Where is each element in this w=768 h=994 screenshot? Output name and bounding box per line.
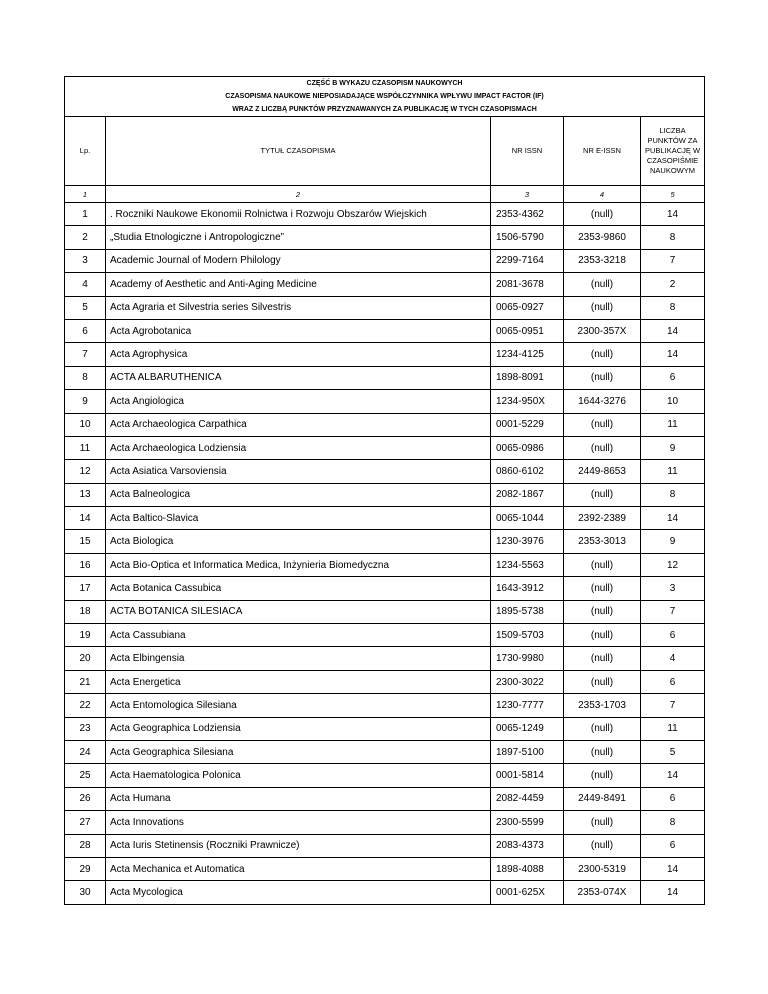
journal-title: „Studia Etnologiczne i Antropologiczne” bbox=[106, 226, 491, 249]
row-number: 21 bbox=[65, 670, 106, 693]
column-number-row bbox=[65, 186, 705, 203]
row-number: 14 bbox=[65, 507, 106, 530]
points-cell: 8 bbox=[641, 483, 705, 506]
table-row bbox=[65, 436, 705, 459]
issn-cell: 0001-5814 bbox=[491, 764, 564, 787]
journal-list-sheet bbox=[64, 76, 704, 905]
journal-title: Acta Agrophysica bbox=[106, 343, 491, 366]
journal-title: Acta Innovations bbox=[106, 811, 491, 834]
eissn-cell: (null) bbox=[564, 296, 641, 319]
points-cell: 12 bbox=[641, 553, 705, 576]
journal-title: Academy of Aesthetic and Anti-Aging Medicine bbox=[106, 273, 491, 296]
row-number: 3 bbox=[65, 249, 106, 272]
row-number: 25 bbox=[65, 764, 106, 787]
row-number: 8 bbox=[65, 366, 106, 389]
journal-title: Acta Cassubiana bbox=[106, 624, 491, 647]
points-cell: 2 bbox=[641, 273, 705, 296]
points-cell: 14 bbox=[641, 857, 705, 880]
table-row bbox=[65, 249, 705, 272]
journal-title: Acta Geographica Silesiana bbox=[106, 740, 491, 763]
eissn-cell: 2353-074X bbox=[564, 881, 641, 904]
issn-cell: 0065-0986 bbox=[491, 436, 564, 459]
issn-cell: 0065-1249 bbox=[491, 717, 564, 740]
eissn-cell: (null) bbox=[564, 717, 641, 740]
eissn-cell: 1644-3276 bbox=[564, 390, 641, 413]
table-row bbox=[65, 507, 705, 530]
table-row bbox=[65, 787, 705, 810]
row-number: 15 bbox=[65, 530, 106, 553]
journal-title: Acta Archaeologica Carpathica bbox=[106, 413, 491, 436]
issn-cell: 1643-3912 bbox=[491, 577, 564, 600]
eissn-cell: 2353-3013 bbox=[564, 530, 641, 553]
issn-cell: 0001-625X bbox=[491, 881, 564, 904]
table-row bbox=[65, 834, 705, 857]
issn-cell: 1898-4088 bbox=[491, 857, 564, 880]
table-row bbox=[65, 764, 705, 787]
row-number: 28 bbox=[65, 834, 106, 857]
journal-title: ACTA BOTANICA SILESIACA bbox=[106, 600, 491, 623]
journal-title: Acta Geographica Lodziensia bbox=[106, 717, 491, 740]
row-number: 13 bbox=[65, 483, 106, 506]
column-header-eissn: NR E-ISSN bbox=[564, 117, 641, 186]
points-cell: 3 bbox=[641, 577, 705, 600]
journal-title: Acta Angiologica bbox=[106, 390, 491, 413]
issn-cell: 2353-4362 bbox=[491, 203, 564, 226]
table-row bbox=[65, 600, 705, 623]
journal-title: . Roczniki Naukowe Ekonomii Rolnictwa i Rozwoju Obszarów Wiejskich bbox=[106, 203, 491, 226]
row-number: 2 bbox=[65, 226, 106, 249]
row-number: 29 bbox=[65, 857, 106, 880]
eissn-cell: (null) bbox=[564, 577, 641, 600]
column-number: 1 bbox=[65, 186, 106, 203]
journal-title: Acta Entomologica Silesiana bbox=[106, 694, 491, 717]
eissn-cell: (null) bbox=[564, 436, 641, 459]
journal-title: Acta Haematologica Polonica bbox=[106, 764, 491, 787]
points-cell: 6 bbox=[641, 366, 705, 389]
row-number: 16 bbox=[65, 553, 106, 576]
table-row bbox=[65, 670, 705, 693]
eissn-cell: 2449-8491 bbox=[564, 787, 641, 810]
issn-cell: 1898-8091 bbox=[491, 366, 564, 389]
eissn-cell: (null) bbox=[564, 834, 641, 857]
points-cell: 14 bbox=[641, 507, 705, 530]
issn-cell: 2082-4459 bbox=[491, 787, 564, 810]
points-cell: 10 bbox=[641, 390, 705, 413]
issn-cell: 2082-1867 bbox=[491, 483, 564, 506]
eissn-cell: (null) bbox=[564, 624, 641, 647]
points-cell: 8 bbox=[641, 811, 705, 834]
table-row bbox=[65, 553, 705, 576]
row-number: 12 bbox=[65, 460, 106, 483]
journal-title: Acta Archaeologica Lodziensia bbox=[106, 436, 491, 459]
journal-title: Acta Elbingensia bbox=[106, 647, 491, 670]
row-number: 17 bbox=[65, 577, 106, 600]
points-cell: 9 bbox=[641, 530, 705, 553]
journal-title: Acta Bio-Optica et Informatica Medica, Inżynieria Biomedyczna bbox=[106, 553, 491, 576]
column-number: 4 bbox=[564, 186, 641, 203]
eissn-cell: (null) bbox=[564, 483, 641, 506]
issn-cell: 0065-1044 bbox=[491, 507, 564, 530]
row-number: 6 bbox=[65, 319, 106, 342]
journal-title: Acta Agraria et Silvestria series Silvestris bbox=[106, 296, 491, 319]
points-cell: 14 bbox=[641, 319, 705, 342]
journal-title: Acta Humana bbox=[106, 787, 491, 810]
column-header-title: TYTUŁ CZASOPISMA bbox=[106, 117, 491, 186]
row-number: 22 bbox=[65, 694, 106, 717]
row-number: 24 bbox=[65, 740, 106, 763]
document-header-row bbox=[65, 77, 705, 117]
eissn-cell: (null) bbox=[564, 740, 641, 763]
points-cell: 7 bbox=[641, 694, 705, 717]
eissn-cell: (null) bbox=[564, 647, 641, 670]
table-row bbox=[65, 226, 705, 249]
table-row bbox=[65, 577, 705, 600]
journal-title: Acta Mechanica et Automatica bbox=[106, 857, 491, 880]
points-cell: 4 bbox=[641, 647, 705, 670]
table-row bbox=[65, 647, 705, 670]
eissn-cell: (null) bbox=[564, 273, 641, 296]
column-header-issn: NR ISSN bbox=[491, 117, 564, 186]
table-row bbox=[65, 624, 705, 647]
issn-cell: 2081-3678 bbox=[491, 273, 564, 296]
eissn-cell: (null) bbox=[564, 413, 641, 436]
table-row bbox=[65, 296, 705, 319]
points-cell: 14 bbox=[641, 203, 705, 226]
column-number: 2 bbox=[106, 186, 491, 203]
issn-cell: 2083-4373 bbox=[491, 834, 564, 857]
journal-title: Academic Journal of Modern Philology bbox=[106, 249, 491, 272]
points-cell: 6 bbox=[641, 834, 705, 857]
journal-title: Acta Mycologica bbox=[106, 881, 491, 904]
table-row bbox=[65, 273, 705, 296]
points-cell: 6 bbox=[641, 670, 705, 693]
eissn-cell: 2300-5319 bbox=[564, 857, 641, 880]
row-number: 20 bbox=[65, 647, 106, 670]
eissn-cell: (null) bbox=[564, 764, 641, 787]
eissn-cell: (null) bbox=[564, 600, 641, 623]
table-row bbox=[65, 694, 705, 717]
issn-cell: 1230-7777 bbox=[491, 694, 564, 717]
row-number: 26 bbox=[65, 787, 106, 810]
table-row bbox=[65, 203, 705, 226]
eissn-cell: (null) bbox=[564, 670, 641, 693]
row-number: 19 bbox=[65, 624, 106, 647]
eissn-cell: 2392-2389 bbox=[564, 507, 641, 530]
points-cell: 7 bbox=[641, 600, 705, 623]
header-line-1: CZĘŚĆ B WYKAZU CZASOPISM NAUKOWYCH bbox=[306, 80, 463, 87]
column-header-points: LICZBA PUNKTÓW ZA PUBLIKACJĘ W CZASOPIŚMIE NAUKOWYM bbox=[641, 117, 705, 186]
issn-cell: 0001-5229 bbox=[491, 413, 564, 436]
issn-cell: 0065-0927 bbox=[491, 296, 564, 319]
table-row bbox=[65, 319, 705, 342]
issn-cell: 1730-9980 bbox=[491, 647, 564, 670]
eissn-cell: (null) bbox=[564, 553, 641, 576]
row-number: 18 bbox=[65, 600, 106, 623]
table-row bbox=[65, 413, 705, 436]
eissn-cell: 2449-8653 bbox=[564, 460, 641, 483]
column-number: 3 bbox=[491, 186, 564, 203]
points-cell: 9 bbox=[641, 436, 705, 459]
document-header bbox=[65, 77, 705, 117]
issn-cell: 1895-5738 bbox=[491, 600, 564, 623]
points-cell: 6 bbox=[641, 624, 705, 647]
table-row bbox=[65, 881, 705, 904]
row-number: 9 bbox=[65, 390, 106, 413]
points-cell: 11 bbox=[641, 717, 705, 740]
points-cell: 6 bbox=[641, 787, 705, 810]
points-cell: 8 bbox=[641, 296, 705, 319]
points-cell: 8 bbox=[641, 226, 705, 249]
issn-cell: 1897-5100 bbox=[491, 740, 564, 763]
issn-cell: 1234-5563 bbox=[491, 553, 564, 576]
table-row bbox=[65, 366, 705, 389]
column-number: 5 bbox=[641, 186, 705, 203]
table-row bbox=[65, 343, 705, 366]
issn-cell: 1506-5790 bbox=[491, 226, 564, 249]
row-number: 7 bbox=[65, 343, 106, 366]
row-number: 5 bbox=[65, 296, 106, 319]
table-row bbox=[65, 740, 705, 763]
eissn-cell: (null) bbox=[564, 366, 641, 389]
row-number: 23 bbox=[65, 717, 106, 740]
row-number: 10 bbox=[65, 413, 106, 436]
journal-title: Acta Botanica Cassubica bbox=[106, 577, 491, 600]
journal-title: Acta Agrobotanica bbox=[106, 319, 491, 342]
header-line-3: WRAZ Z LICZBĄ PUNKTÓW PRZYZNAWANYCH ZA PUBLIKACJĘ W TYCH CZASOPISMACH bbox=[232, 106, 537, 113]
issn-cell: 0860-6102 bbox=[491, 460, 564, 483]
points-cell: 5 bbox=[641, 740, 705, 763]
points-cell: 14 bbox=[641, 343, 705, 366]
journal-title: Acta Baltico-Slavica bbox=[106, 507, 491, 530]
row-number: 1 bbox=[65, 203, 106, 226]
journal-title: ACTA ALBARUTHENICA bbox=[106, 366, 491, 389]
points-cell: 7 bbox=[641, 249, 705, 272]
issn-cell: 2300-5599 bbox=[491, 811, 564, 834]
journal-title: Acta Energetica bbox=[106, 670, 491, 693]
issn-cell: 1230-3976 bbox=[491, 530, 564, 553]
journal-title: Acta Iuris Stetinensis (Roczniki Prawnicze) bbox=[106, 834, 491, 857]
points-cell: 14 bbox=[641, 764, 705, 787]
points-cell: 11 bbox=[641, 413, 705, 436]
points-cell: 14 bbox=[641, 881, 705, 904]
table-row bbox=[65, 857, 705, 880]
journal-table bbox=[64, 76, 705, 905]
journal-title: Acta Biologica bbox=[106, 530, 491, 553]
column-header-lp: Lp. bbox=[65, 117, 106, 186]
journal-title: Acta Asiatica Varsoviensia bbox=[106, 460, 491, 483]
row-number: 4 bbox=[65, 273, 106, 296]
eissn-cell: (null) bbox=[564, 343, 641, 366]
issn-cell: 1509-5703 bbox=[491, 624, 564, 647]
eissn-cell: 2353-1703 bbox=[564, 694, 641, 717]
issn-cell: 1234-950X bbox=[491, 390, 564, 413]
eissn-cell: 2353-9860 bbox=[564, 226, 641, 249]
issn-cell: 0065-0951 bbox=[491, 319, 564, 342]
header-line-2: CZASOPISMA NAUKOWE NIEPOSIADAJĄCE WSPÓŁCZYNNIKA WPŁYWU IMPACT FACTOR (IF) bbox=[225, 93, 544, 100]
points-cell: 11 bbox=[641, 460, 705, 483]
eissn-cell: (null) bbox=[564, 203, 641, 226]
table-row bbox=[65, 530, 705, 553]
journal-title: Acta Balneologica bbox=[106, 483, 491, 506]
table-row bbox=[65, 460, 705, 483]
column-header-row bbox=[65, 117, 705, 186]
eissn-cell: (null) bbox=[564, 811, 641, 834]
table-row bbox=[65, 483, 705, 506]
row-number: 11 bbox=[65, 436, 106, 459]
issn-cell: 2299-7164 bbox=[491, 249, 564, 272]
table-row bbox=[65, 717, 705, 740]
row-number: 27 bbox=[65, 811, 106, 834]
eissn-cell: 2300-357X bbox=[564, 319, 641, 342]
issn-cell: 2300-3022 bbox=[491, 670, 564, 693]
table-row bbox=[65, 390, 705, 413]
table-row bbox=[65, 811, 705, 834]
row-number: 30 bbox=[65, 881, 106, 904]
eissn-cell: 2353-3218 bbox=[564, 249, 641, 272]
issn-cell: 1234-4125 bbox=[491, 343, 564, 366]
